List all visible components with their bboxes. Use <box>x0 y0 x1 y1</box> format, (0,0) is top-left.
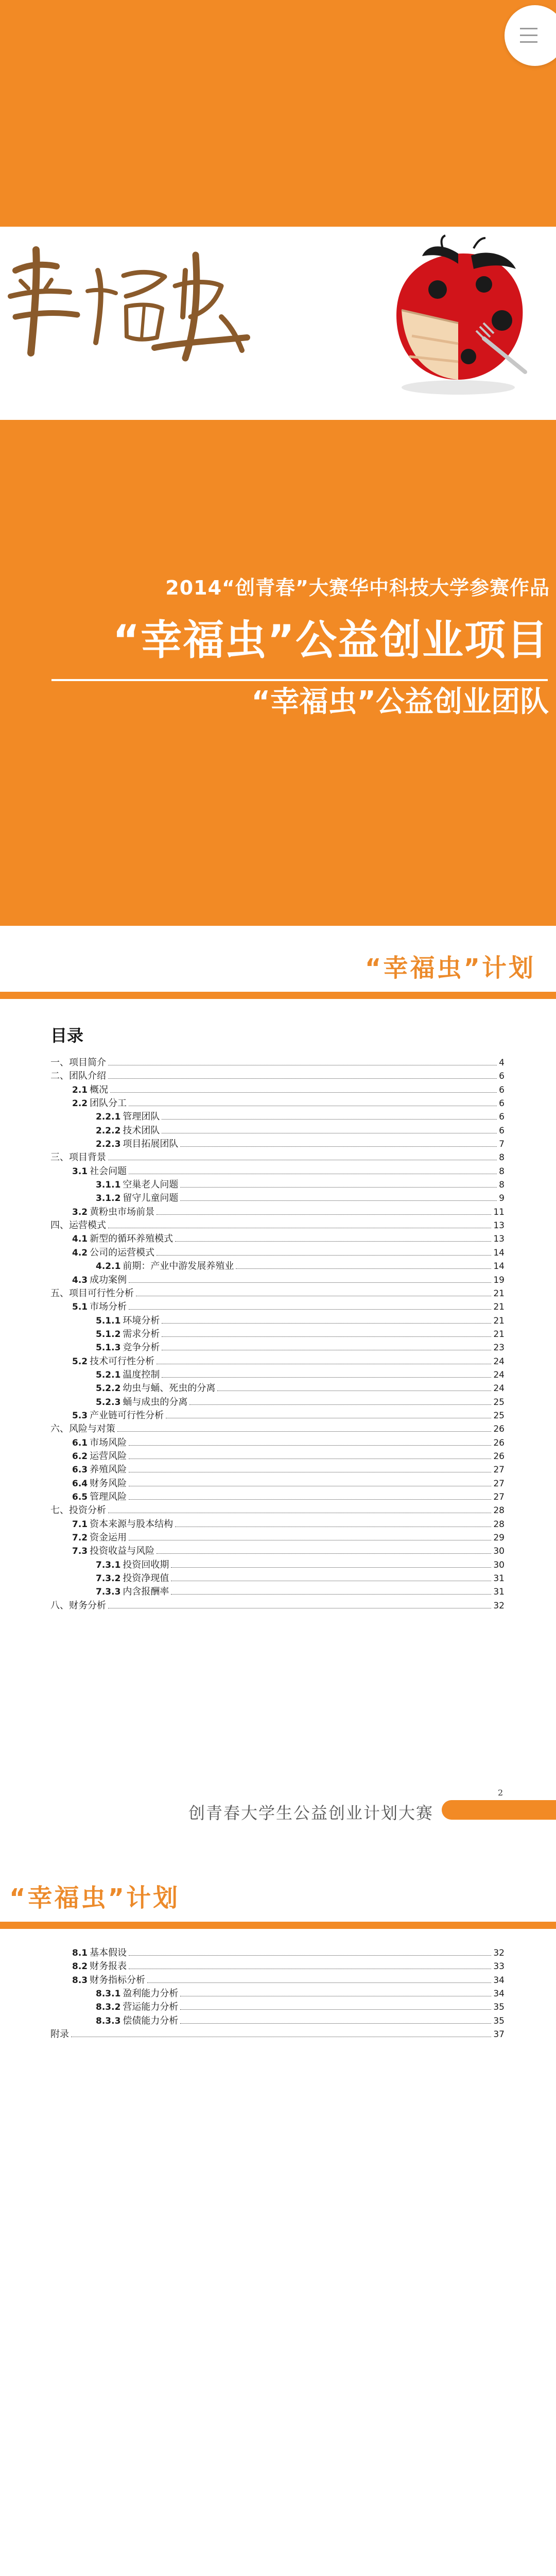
toc-entry-number: 5.1.3 <box>96 1343 121 1353</box>
toc-entry-page: 9 <box>499 1193 505 1204</box>
toc-entry[interactable] <box>50 1097 505 1110</box>
toc-leader-dots <box>175 1241 491 1242</box>
toc-leader-dots <box>108 1078 497 1079</box>
toc-leader-dots <box>129 1499 491 1500</box>
toc-entry-number: 5.1 <box>72 1302 88 1313</box>
toc-entry-number: 6.3 <box>72 1465 88 1476</box>
toc-entry-title: 技术团队 <box>123 1125 160 1136</box>
toc-entry[interactable] <box>50 1409 505 1422</box>
toc-entry-page: 6 <box>499 1125 505 1136</box>
toc-entry-page: 7 <box>499 1139 505 1150</box>
toc-entry-number: 2.2 <box>72 1098 88 1109</box>
toc-entry-title: 留守儿童问题 <box>123 1193 179 1204</box>
toc-entry[interactable] <box>50 1558 505 1572</box>
toc-entry[interactable] <box>50 1056 505 1070</box>
toc-entry[interactable] <box>50 1422 505 1436</box>
toc-entry-number: 7.3.2 <box>96 1573 121 1584</box>
toc-entry-number: 2.2.2 <box>96 1125 121 1136</box>
footer-bar <box>442 1800 556 1820</box>
toc-entry[interactable] <box>50 1382 505 1395</box>
toc-entry-number: 4.1 <box>72 1234 88 1245</box>
toc-entry-page: 24 <box>493 1369 505 1380</box>
toc-entry-title: 四、运营模式 <box>50 1220 106 1231</box>
cover-bottom-band <box>0 420 556 926</box>
toc-entry[interactable] <box>50 1355 505 1368</box>
toc-entry-title: 基本假设 <box>90 1947 127 1958</box>
toc-entry-page: 24 <box>493 1383 505 1394</box>
toc-entry-page: 28 <box>493 1519 505 1530</box>
toc-entry-title: 幼虫与蛹、死虫的分离 <box>123 1383 216 1394</box>
toc-leader-dots <box>129 1309 491 1310</box>
toc-entry-number: 4.3 <box>72 1275 88 1285</box>
toc-entry-title: 竞争分析 <box>123 1342 160 1353</box>
toc-entry-title: 概况 <box>90 1084 109 1095</box>
project-title: “幸福虫”公益创业项目 <box>112 616 549 664</box>
toc-entry-title: 环境分析 <box>123 1315 160 1326</box>
toc-entry-page: 32 <box>493 1600 505 1611</box>
toc-entry[interactable] <box>50 1300 505 1314</box>
toc-entry-page: 11 <box>493 1207 505 1217</box>
toc-entry-number: 6.1 <box>72 1437 88 1448</box>
toc-entry[interactable] <box>50 2028 505 2041</box>
toc-entry[interactable] <box>50 1219 505 1232</box>
toc-leader-dots <box>129 1282 491 1283</box>
toc-entry-title: 内含报酬率 <box>123 1586 169 1598</box>
toc-entry-page: 26 <box>493 1451 505 1462</box>
toc-entry-number: 6.4 <box>72 1478 88 1489</box>
toc-entry-title: 二、团队介绍 <box>50 1071 106 1082</box>
toc-entry-page: 21 <box>493 1288 505 1299</box>
toc-heading: 目录 <box>50 1026 84 1045</box>
toc-entry-page: 37 <box>493 2029 505 2040</box>
toc-entry-page: 34 <box>493 1989 505 1999</box>
toc-entry[interactable] <box>50 1463 505 1477</box>
toc-entry[interactable] <box>50 1165 505 1178</box>
toc-leader-dots <box>129 1445 491 1446</box>
toc-entry-page: 28 <box>493 1505 505 1516</box>
toc-entry-page: 34 <box>493 1975 505 1986</box>
toc-entry-number: 3.1.2 <box>96 1193 121 1204</box>
toc-entry-number: 8.2 <box>72 1961 88 1972</box>
toc-entry-number: 7.3.3 <box>96 1587 121 1598</box>
toc-entry-page: 6 <box>499 1112 505 1123</box>
toc-entry-title: 公司的运营模式 <box>90 1247 155 1258</box>
toc-entry-title: 空巢老人问题 <box>123 1179 179 1191</box>
toc-entry-page: 14 <box>493 1247 505 1258</box>
hamburger-menu-icon <box>520 28 537 29</box>
toc-entry-page: 24 <box>493 1356 505 1367</box>
toc-entry-number: 5.2.1 <box>96 1369 121 1380</box>
toc-entry-number: 5.2.3 <box>96 1397 121 1408</box>
toc-entry-page: 29 <box>493 1533 505 1544</box>
team-name: “幸福虫”公益创业团队 <box>251 685 549 719</box>
toc-entry-title: 三、项目背景 <box>50 1152 106 1163</box>
toc-entry-number: 8.3.2 <box>96 2002 121 2013</box>
toc-leader-dots <box>236 1268 491 1269</box>
toc-entry-title: 社会问题 <box>90 1165 127 1177</box>
toc-entry-page: 8 <box>499 1166 505 1177</box>
toc-leader-dots <box>171 1594 491 1595</box>
toc-entry-page: 21 <box>493 1315 505 1326</box>
toc-entry[interactable] <box>50 1232 505 1246</box>
page-number: 2 <box>498 1788 503 1798</box>
toc-entry-number: 5.1.2 <box>96 1329 121 1340</box>
toc-entry-page: 25 <box>493 1397 505 1408</box>
toc-entry[interactable] <box>50 1246 505 1260</box>
toc-entry[interactable] <box>50 1974 505 1987</box>
toc-list-continued <box>50 1946 505 2041</box>
toc-entry[interactable] <box>50 1987 505 2001</box>
toc-entry[interactable] <box>50 1328 505 1341</box>
toc-entry-page: 32 <box>493 1948 505 1958</box>
page-header-rule-2 <box>0 1922 556 1929</box>
toc-entry-title: 资金运用 <box>90 1532 127 1544</box>
toc-leader-dots <box>162 1119 497 1120</box>
toc-entry[interactable] <box>50 1518 505 1531</box>
toc-entry-title: 需求分析 <box>123 1328 160 1340</box>
toc-entry[interactable] <box>50 1490 505 1504</box>
toc-entry-page: 27 <box>493 1478 505 1489</box>
toc-entry-number: 7.1 <box>72 1519 88 1530</box>
toc-entry-number: 8.3.3 <box>96 2015 121 2026</box>
toc-entry-title: 黄粉虫市场前景 <box>90 1206 155 1217</box>
toc-entry-number: 8.1 <box>72 1948 88 1958</box>
toc-entry[interactable] <box>50 1572 505 1585</box>
toc-entry-page: 26 <box>493 1437 505 1448</box>
toc-entry[interactable] <box>50 2001 505 2014</box>
toc-entry[interactable] <box>50 1368 505 1382</box>
toc-entry-title: 投资净现值 <box>123 1573 169 1584</box>
toc-entry-page: 25 <box>493 1410 505 1421</box>
toc-entry-title: 市场分析 <box>90 1301 127 1313</box>
toc-entry-title: 温度控制 <box>123 1369 160 1380</box>
toc-entry-page: 30 <box>493 1546 505 1557</box>
toc-entry[interactable] <box>50 1260 505 1273</box>
toc-entry-title: 五、项目可行性分析 <box>50 1287 134 1299</box>
toc-entry-title: 成功案例 <box>90 1274 127 1285</box>
toc-entry-title: 技术可行性分析 <box>90 1355 155 1367</box>
toc-entry-page: 8 <box>499 1153 505 1163</box>
toc-entry-page: 13 <box>493 1221 505 1231</box>
toc-leader-dots <box>171 1567 491 1568</box>
ladybug-cake-illustration <box>381 233 535 398</box>
toc-entry-number: 5.2 <box>72 1356 88 1367</box>
toc-entry-number: 4.2 <box>72 1247 88 1258</box>
toc-leader-dots <box>129 1955 491 1956</box>
toc-entry-page: 8 <box>499 1180 505 1191</box>
toc-entry[interactable] <box>50 1396 505 1409</box>
toc-entry-page: 23 <box>493 1343 505 1353</box>
toc-entry[interactable] <box>50 1450 505 1463</box>
toc-entry-title: 管理团队 <box>123 1111 160 1123</box>
toc-entry-page: 13 <box>493 1234 505 1245</box>
footer-text: 创青春大学生公益创业计划大赛 <box>188 1803 434 1823</box>
toc-entry-title: 财务指标分析 <box>90 1974 146 1986</box>
toc-entry-number: 4.2.1 <box>96 1261 121 1272</box>
toc-entry-title: 蛹与成虫的分离 <box>123 1396 188 1408</box>
toc-entry-title: 项目拓展团队 <box>123 1139 179 1150</box>
toc-entry-number: 7.2 <box>72 1533 88 1544</box>
toc-entry[interactable] <box>50 1960 505 1973</box>
toc-entry-page: 19 <box>493 1275 505 1285</box>
toc-leader-dots <box>180 1200 497 1201</box>
toc-entry[interactable] <box>50 1504 505 1517</box>
toc-leader-dots <box>180 2009 491 2010</box>
toc-entry-number: 2.1 <box>72 1084 88 1095</box>
toc-entry-number: 6.5 <box>72 1492 88 1502</box>
toc-entry[interactable] <box>50 1138 505 1151</box>
toc-entry-title: 六、风险与对策 <box>50 1423 115 1435</box>
toc-leader-dots <box>157 1255 491 1256</box>
toc-entry[interactable] <box>50 1477 505 1490</box>
toc-entry-title: 盈利能力分析 <box>123 1988 179 1999</box>
toc-entry-page: 26 <box>493 1424 505 1435</box>
toc-entry-title: 八、财务分析 <box>50 1600 106 1611</box>
toc-entry-page: 4 <box>499 1058 505 1068</box>
toc-entry-page: 21 <box>493 1302 505 1313</box>
toc-entry-title: 资本来源与股本结构 <box>90 1518 173 1530</box>
toc-leader-dots <box>162 1336 491 1337</box>
toc-entry-title: 新型的循环养殖模式 <box>90 1233 173 1245</box>
toc-entry-title: 一、项目简介 <box>50 1057 106 1068</box>
toc-leader-dots <box>180 1146 497 1147</box>
toc-entry-page: 14 <box>493 1261 505 1272</box>
toc-entry[interactable] <box>50 1599 505 1613</box>
toc-leader-dots <box>162 1323 491 1324</box>
toc-entry-title: 附录 <box>50 2029 69 2040</box>
toc-entry-page: 33 <box>493 1961 505 1972</box>
toc-entry-title: 投资回收期 <box>123 1559 169 1570</box>
toc-entry[interactable] <box>50 1341 505 1354</box>
toc-leader-dots <box>147 1982 491 1983</box>
toc-entry[interactable] <box>50 1314 505 1328</box>
toc-entry[interactable] <box>50 1083 505 1097</box>
toc-entry-number: 6.2 <box>72 1451 88 1462</box>
toc-entry[interactable] <box>50 1070 505 1083</box>
toc-entry[interactable] <box>50 1192 505 1205</box>
toc-entry-title: 管理风险 <box>90 1492 127 1502</box>
toc-entry-title: 养殖风险 <box>90 1464 127 1476</box>
toc-entry[interactable] <box>50 1531 505 1545</box>
toc-entry-number: 7.3.1 <box>96 1560 121 1570</box>
toc-entry-title: 七、投资分析 <box>50 1505 106 1516</box>
toc-entry-title: 前期：产业中游发展养殖业 <box>123 1261 234 1272</box>
cover-top-band <box>0 0 556 227</box>
toc-entry[interactable] <box>50 1946 505 1960</box>
toc-leader-dots <box>117 1431 491 1432</box>
toc-entry-page: 31 <box>493 1573 505 1584</box>
toc-entry[interactable] <box>50 1287 505 1300</box>
toc-entry-title: 市场风险 <box>90 1437 127 1448</box>
toc-entry[interactable] <box>50 1206 505 1219</box>
toc-entry-title: 产业链可行性分析 <box>90 1410 164 1421</box>
page-header-rule <box>0 992 556 999</box>
toc-entry-page: 35 <box>493 2002 505 2013</box>
page-header-title: “幸福虫”计划 <box>364 954 535 982</box>
toc-list <box>50 1056 505 1613</box>
calligraphy-logo <box>0 240 257 374</box>
toc-entry-number: 2.2.3 <box>96 1139 121 1150</box>
toc-entry-title: 财务风险 <box>90 1478 127 1489</box>
toc-entry-number: 5.2.2 <box>96 1383 121 1394</box>
toc-entry-page: 30 <box>493 1560 505 1570</box>
toc-entry-title: 营运能力分析 <box>123 2002 179 2013</box>
toc-leader-dots <box>180 2023 491 2024</box>
toc-entry-page: 21 <box>493 1329 505 1340</box>
toc-entry-page: 27 <box>493 1492 505 1502</box>
toc-entry[interactable] <box>50 1151 505 1164</box>
toc-entry-number: 8.3.1 <box>96 1989 121 1999</box>
toc-entry[interactable] <box>50 1178 505 1192</box>
page-header-title-2: “幸福虫”计划 <box>9 1884 180 1912</box>
toc-entry-page: 31 <box>493 1587 505 1598</box>
toc-leader-dots <box>157 1214 491 1215</box>
toc-leader-dots <box>189 1404 491 1405</box>
toc-entry[interactable] <box>50 1436 505 1450</box>
toc-entry[interactable] <box>50 1585 505 1599</box>
toc-leader-dots <box>157 1553 491 1554</box>
toc-entry-title: 投资收益与风险 <box>90 1546 155 1557</box>
toc-entry-page: 6 <box>499 1071 505 1082</box>
toc-entry[interactable] <box>50 1545 505 1558</box>
toc-entry-number: 5.3 <box>72 1410 88 1421</box>
toc-leader-dots <box>110 1092 497 1093</box>
toc-entry-number: 5.1.1 <box>96 1315 121 1326</box>
toc-entry-number: 3.1.1 <box>96 1180 121 1191</box>
toc-entry-page: 6 <box>499 1084 505 1095</box>
toc-entry-title: 运营风险 <box>90 1450 127 1462</box>
toc-leader-dots <box>162 1377 491 1378</box>
toc-entry[interactable] <box>50 1274 505 1287</box>
toc-entry-page: 27 <box>493 1465 505 1476</box>
toc-entry-page: 6 <box>499 1098 505 1109</box>
toc-leader-dots <box>180 1187 497 1188</box>
toc-entry-number: 7.3 <box>72 1546 88 1557</box>
toc-entry-title: 团队分工 <box>90 1098 127 1109</box>
toc-entry-number: 3.2 <box>72 1207 88 1217</box>
toc-entry-number: 2.2.1 <box>96 1112 121 1123</box>
toc-entry[interactable] <box>50 1124 505 1138</box>
competition-line: 2014“创青春”大赛华中科技大学参赛作品 <box>165 577 550 599</box>
toc-entry-title: 偿债能力分析 <box>123 2015 179 2026</box>
toc-entry-number: 3.1 <box>72 1166 88 1177</box>
toc-entry[interactable] <box>50 2014 505 2028</box>
toc-entry-page: 35 <box>493 2015 505 2026</box>
toc-entry[interactable] <box>50 1110 505 1124</box>
toc-entry-number: 8.3 <box>72 1975 88 1986</box>
toc-entry-title: 财务报表 <box>90 1961 127 1972</box>
